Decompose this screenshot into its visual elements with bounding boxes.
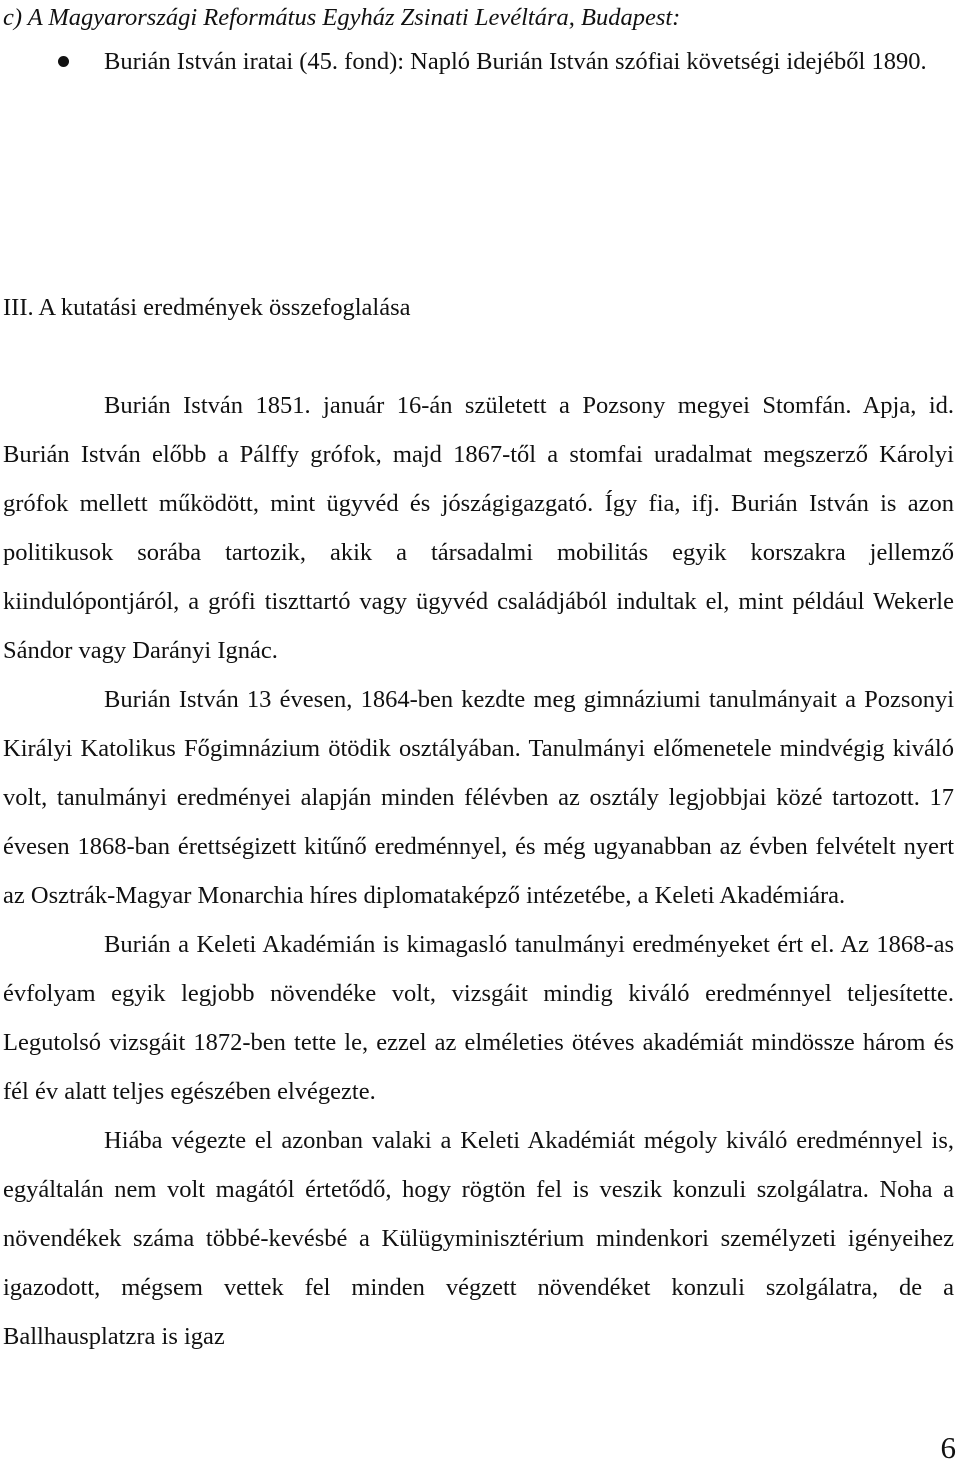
list-item: [0, 37, 952, 86]
archive-source-heading: c) A Magyarországi Református Egyház Zsinati Levéltára, Budapest:: [3, 4, 681, 31]
archive-items-list: [0, 37, 952, 86]
paragraph: Burián a Keleti Akadémián is kimagasló tanulmányi eredményeket ért el. Az 1868-as évfolyam egyik legjobb növendéke volt, vizsgáit mindig kiváló eredménnyel teljesítette. Legutolsó vizsgáit 1872-ben tette le, ezzel az elméleties ötéves akadémiát mindössze három és fél év alatt teljes egészében elvégezte.: [3, 931, 954, 1105]
section-title: III. A kutatási eredmények összefoglalása: [3, 294, 411, 321]
paragraph: Burián István 1851. január 16-án született a Pozsony megyei Stomfán. Apja, id. Burián István előbb a Pálffy grófok, majd 1867-től a stomfai uradalmat megszerző Károlyi grófok mellett működött, mint ügyvéd és jószágigazgató. Így fia, ifj. Burián István is azon politikusok sorába tartozik, akik a társadalmi mobilitás egyik korszakra jellemző kiindulópontjáról, a grófi tiszttartó vagy ügyvéd családjából indultak el, mint például Wekerle Sándor vagy Darányi Ignác.: [3, 392, 954, 664]
paragraph: Burián István 13 évesen, 1864-ben kezdte meg gimnáziumi tanulmányait a Pozsonyi Királyi Katolikus Főgimnázium ötödik osztályában. Tanulmányi előmenetele mindvégig kiváló volt, tanulmányi eredményei alapján minden félévben az osztály legjobbjai közé tartozott. 17 évesen 1868-ban érettségizett kitűnő eredménnyel, és még ugyanabban az évben felvételt nyert az Osztrák-Magyar Monarchia híres diplomataképző intézetébe, a Keleti Akadémiára.: [3, 686, 954, 909]
paragraph: Hiába végezte el azonban valaki a Keleti Akadémiát mégoly kiváló eredménnyel is, egyáltalán nem volt magától értetődő, hogy rögtön fel is veszik konzuli szolgálatra. Noha a növendékek száma többé-kevésbé a Külügyminisztérium mindenkori személyzeti igényeihez igazodott, mégsem vettek fel minden végzett növendéket konzuli szolgálatra, de a Ballhausplatzra is igaz: [3, 1127, 954, 1350]
body-text: [3, 381, 954, 1361]
page-number: 6: [940, 1430, 956, 1465]
bullet-icon: [58, 56, 69, 67]
list-item-text: Burián István iratai (45. fond): Napló Burián István szófiai követségi idejéből 1890.: [104, 48, 927, 75]
